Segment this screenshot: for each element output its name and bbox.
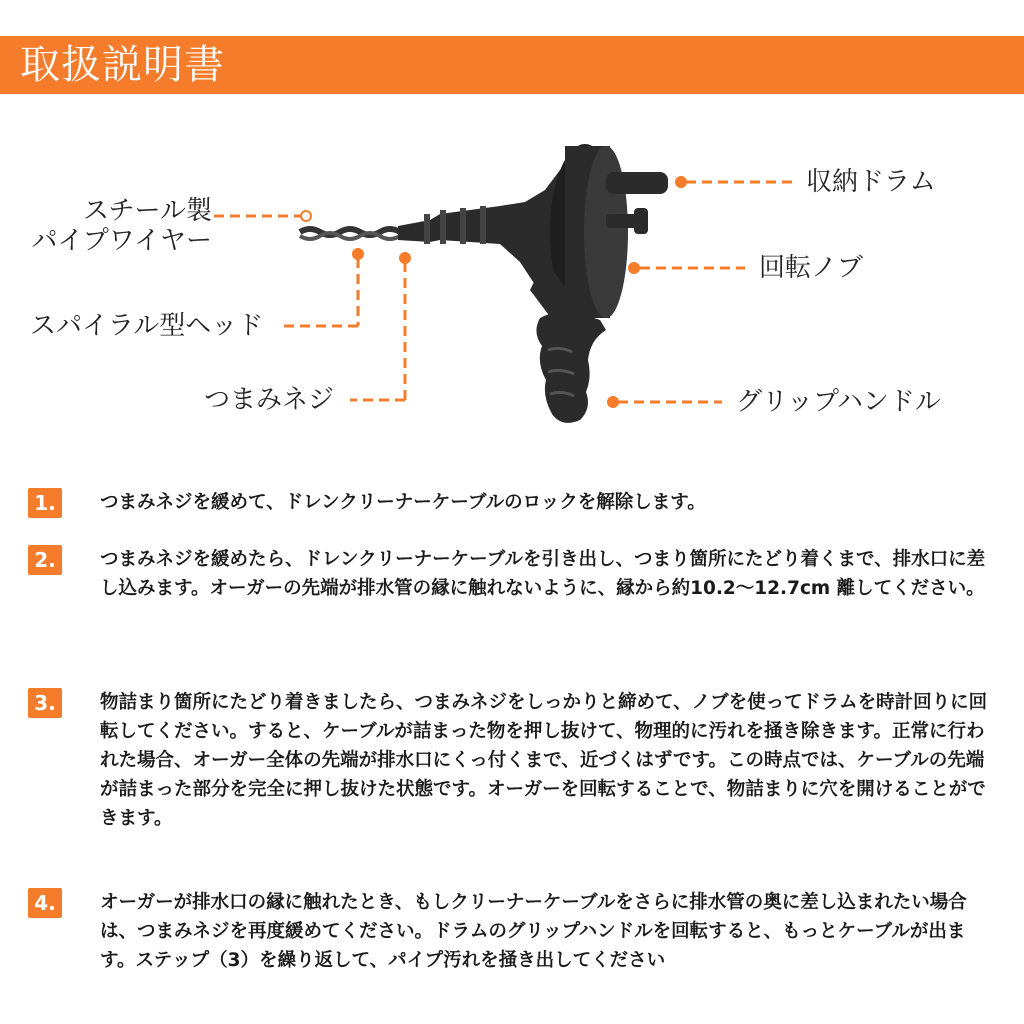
step-number-badge: 4. <box>28 888 62 918</box>
spiral-head-shape <box>300 229 400 239</box>
label-grip-handle: グリップハンドル <box>736 387 941 417</box>
step-text: つまみネジを緩めて、ドレンクリーナーケーブルのロックを解除します。 <box>100 492 706 513</box>
step-number-badge: 3. <box>28 688 62 718</box>
label-knob-screw: つまみネジ <box>204 385 335 415</box>
label-storage-drum: 収納ドラム <box>806 167 936 197</box>
label-steel-wire-line2: パイプワイヤー <box>31 226 212 256</box>
step-number-badge: 1. <box>28 488 62 518</box>
label-rotary-knob: 回転ノブ <box>759 253 864 283</box>
step-number-badge: 2. <box>28 545 62 575</box>
label-steel-wire-line1: スチール製 <box>83 196 212 226</box>
label-spiral-head: スパイラル型ヘッド <box>30 311 264 341</box>
step-text: つまみネジを緩めたら、ドレンクリーナーケーブルを引き出し、つまり箇所にたどり着くまで、排水口に差し込みます。オーガーの先端が排水管の縁に触れないように、縁から約10.2～12.7cm 離してください。 <box>100 549 986 599</box>
page-title: 取扱説明書 <box>20 42 225 88</box>
step-text: 物詰まり箇所にたどり着きましたら、つまみネジをしっかりと締めて、ノブを使ってドラムを時計回りに回転してください。すると、ケーブルが詰まった物を押し抜けて、物理的に汚れを掻き除きます。正常に行われた場合、オーガー全体の先端が排水口にくっ付くまで、近づくはずです。この時点では、ケーブルの先端が詰まった部分を完全に押し抜けた状態です。オーガーを回転することで、物詰まりに穴を開けることができます。 <box>100 692 988 829</box>
step-text: オーガーが排水口の縁に触れたとき、もしクリーナーケーブルをさらに排水管の奥に差し込まれたい場合は、つまみネジを再度緩めてください。ドラムのグリップハンドルを回転すると、もっとケーブルが出ます。ステップ（3）を繰り返して、パイプ汚れを掻き出してください <box>100 892 967 971</box>
auger-tool-shape <box>398 144 668 423</box>
